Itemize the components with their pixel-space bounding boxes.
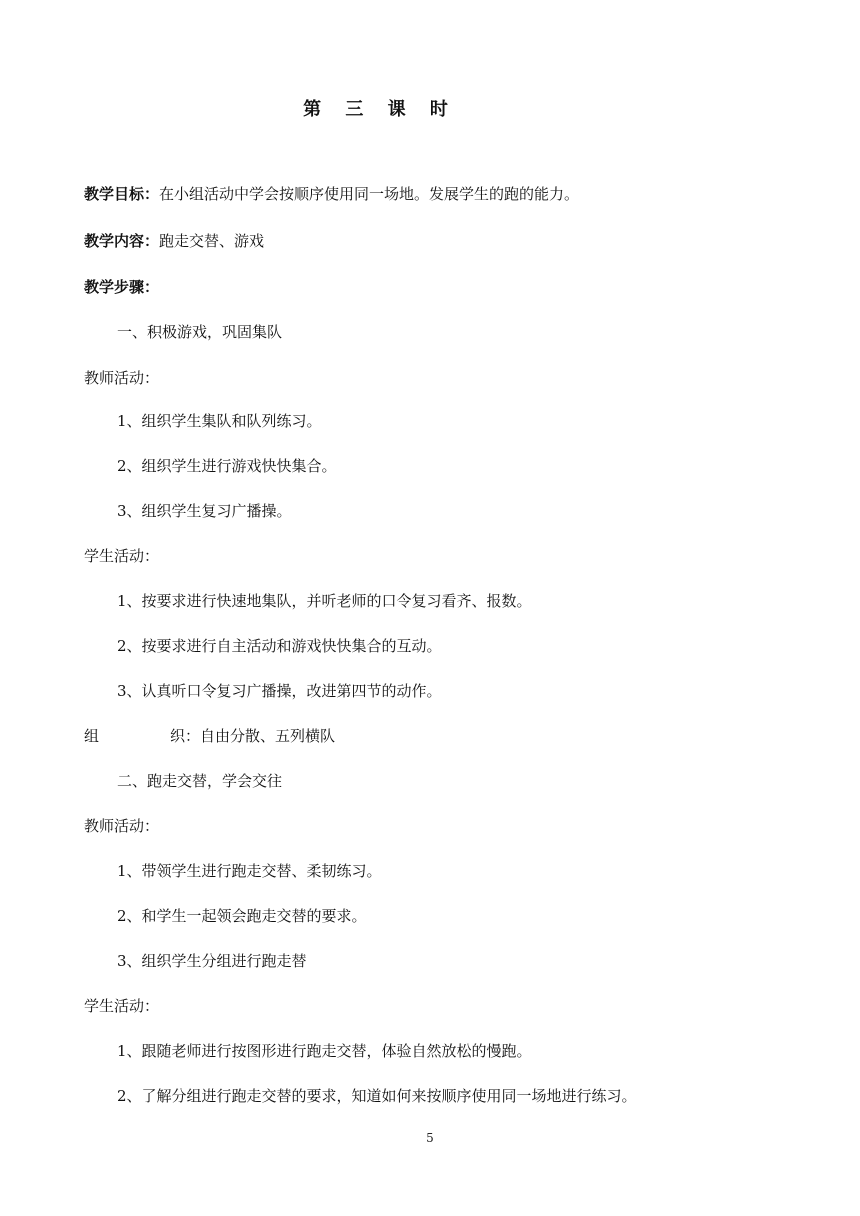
section1-student-label: 学生活动： bbox=[84, 547, 160, 565]
section1-teacher-item: 1、组织学生集队和队列练习。 bbox=[117, 412, 322, 430]
objectives-label: 教学目标： bbox=[84, 185, 160, 203]
section1-student-item: 3、认真听口令复习广播操，改进第四节的动作。 bbox=[117, 682, 442, 700]
section2-heading: 二、跑走交替，学会交往 bbox=[117, 772, 283, 790]
objectives-text: 在小组活动中学会按顺序使用同一场地。发展学生的跑的能力。 bbox=[159, 185, 580, 203]
steps-label: 教学步骤： bbox=[84, 278, 160, 296]
organization-label-b: 织： bbox=[170, 727, 201, 745]
section2-teacher-label: 教师活动： bbox=[84, 817, 160, 835]
content-line bbox=[84, 231, 264, 251]
section1-teacher-item: 2、组织学生进行游戏快快集合。 bbox=[117, 457, 337, 475]
page-number: 5 bbox=[426, 1131, 434, 1145]
section1-teacher-item: 3、组织学生复习广播操。 bbox=[117, 502, 292, 520]
organization-line bbox=[84, 726, 335, 746]
section1-teacher-label: 教师活动： bbox=[84, 369, 160, 387]
section2-student-label: 学生活动： bbox=[84, 997, 160, 1015]
section1-heading: 一、积极游戏，巩固集队 bbox=[117, 323, 283, 341]
section2-teacher-item: 2、和学生一起领会跑走交替的要求。 bbox=[117, 907, 367, 925]
section2-teacher-item: 3、组织学生分组进行跑走替 bbox=[117, 952, 307, 970]
section2-student-item: 1、跟随老师进行按图形进行跑走交替，体验自然放松的慢跑。 bbox=[117, 1042, 532, 1060]
page-title: 第 三 课 时 bbox=[303, 99, 457, 120]
section1-student-item: 1、按要求进行快速地集队，并听老师的口令复习看齐、报数。 bbox=[117, 592, 532, 610]
content-label: 教学内容： bbox=[84, 232, 160, 250]
objectives-line bbox=[84, 184, 579, 204]
section2-student-item: 2、了解分组进行跑走交替的要求，知道如何来按顺序使用同一场地进行练习。 bbox=[117, 1087, 637, 1105]
organization-text: 自由分散、五列横队 bbox=[200, 727, 336, 745]
section1-student-item: 2、按要求进行自主活动和游戏快快集合的互动。 bbox=[117, 637, 442, 655]
section2-teacher-item: 1、带领学生进行跑走交替、柔韧练习。 bbox=[117, 862, 382, 880]
content-text: 跑走交替、游戏 bbox=[159, 232, 265, 250]
organization-label-a: 组 bbox=[84, 727, 100, 745]
